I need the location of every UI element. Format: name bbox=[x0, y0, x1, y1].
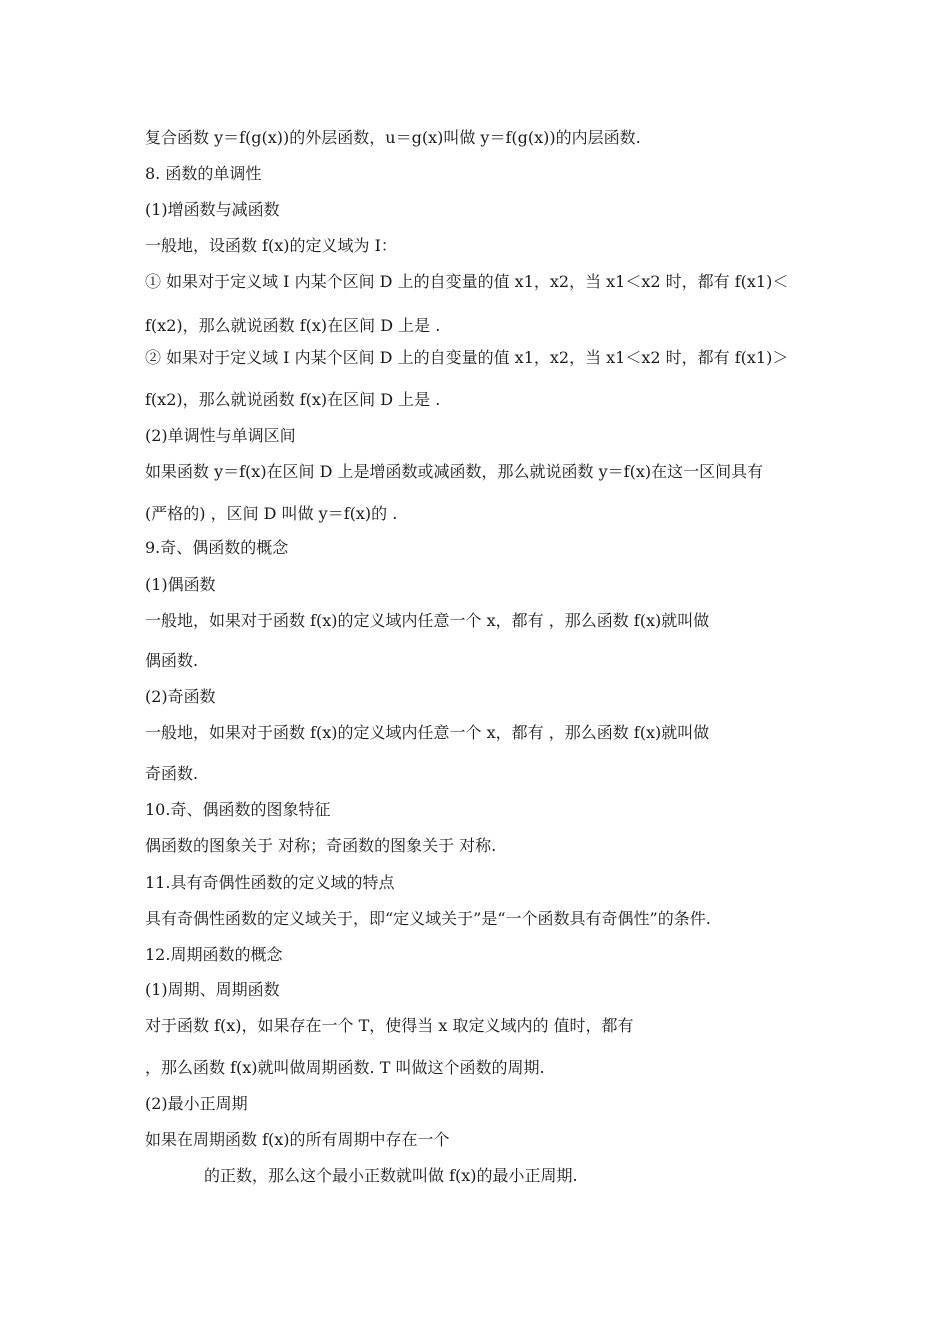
text-line: 奇函数. bbox=[145, 764, 199, 783]
text-line: f(x2)，那么就说函数 f(x)在区间 D 上是 . bbox=[145, 390, 441, 409]
text-line: 一般地，如果对于函数 f(x)的定义域内任意一个 x，都有 ，那么函数 f(x)就叫做 bbox=[145, 723, 710, 742]
subsection-heading: (1)周期、周期函数 bbox=[145, 980, 280, 999]
subsection-heading: (1)偶函数 bbox=[145, 575, 216, 594]
subsection-heading: (2)奇函数 bbox=[145, 687, 216, 706]
text-line: ② 如果对于定义域 I 内某个区间 D 上的自变量的值 x1，x2，当 x1＜x2 时，都有 f(x1)＞ bbox=[145, 348, 789, 367]
subsection-heading: (2)最小正周期 bbox=[145, 1094, 248, 1113]
section-heading: 10.奇、偶函数的图象特征 bbox=[145, 800, 331, 819]
subsection-heading: (2)单调性与单调区间 bbox=[145, 426, 296, 445]
text-line: 一般地，设函数 f(x)的定义域为 I： bbox=[145, 236, 397, 255]
text-line: f(x2)，那么就说函数 f(x)在区间 D 上是 . bbox=[145, 316, 441, 335]
text-line: 复合函数 y＝f(g(x))的外层函数，u＝g(x)叫做 y＝f(g(x))的内层函数. bbox=[145, 128, 641, 147]
text-line: 的正数，那么这个最小正数就叫做 f(x)的最小正周期. bbox=[204, 1166, 578, 1185]
text-line: ，那么函数 f(x)就叫做周期函数. T 叫做这个函数的周期. bbox=[145, 1058, 545, 1077]
section-heading: 12.周期函数的概念 bbox=[145, 945, 283, 964]
section-heading: 9.奇、偶函数的概念 bbox=[145, 538, 289, 557]
text-line: 如果在周期函数 f(x)的所有周期中存在一个 bbox=[145, 1130, 450, 1149]
text-line: 如果函数 y＝f(x)在区间 D 上是增函数或减函数，那么就说函数 y＝f(x)在这一区间具有 bbox=[145, 462, 764, 481]
text-line: 对于函数 f(x)，如果存在一个 T，使得当 x 取定义域内的 值时，都有 bbox=[145, 1016, 634, 1035]
text-line: 具有奇偶性函数的定义域关于，即“定义域关于”是“一个函数具有奇偶性”的条件. bbox=[145, 909, 711, 928]
text-line: 一般地，如果对于函数 f(x)的定义域内任意一个 x，都有 ，那么函数 f(x)就叫做 bbox=[145, 611, 710, 630]
text-line: 偶函数的图象关于 对称；奇函数的图象关于 对称. bbox=[145, 836, 497, 855]
text-line: ① 如果对于定义域 I 内某个区间 D 上的自变量的值 x1，x2，当 x1＜x2 时，都有 f(x1)＜ bbox=[145, 272, 789, 291]
section-heading: 8. 函数的单调性 bbox=[145, 164, 262, 183]
subsection-heading: (1)增函数与减函数 bbox=[145, 200, 280, 219]
section-heading: 11.具有奇偶性函数的定义域的特点 bbox=[145, 873, 395, 892]
text-line: (严格的) ，区间 D 叫做 y＝f(x)的 . bbox=[145, 504, 398, 523]
text-line: 偶函数. bbox=[145, 651, 199, 670]
